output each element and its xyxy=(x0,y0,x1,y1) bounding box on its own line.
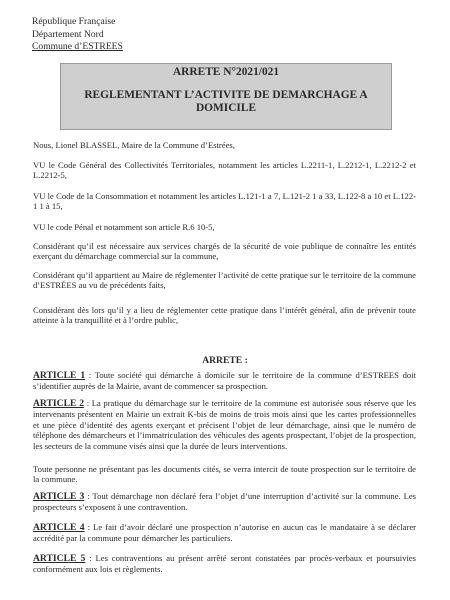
preamble-mayor: Nous, Lionel BLASSEL, Maire de la Commune d’Estrées, xyxy=(33,140,235,150)
article-2 xyxy=(33,398,416,451)
article-3-text: : Tout démarchage non déclaré fera l’objet d’une interruption d’activité sur la commune. Les prospecteurs s’exposent à une contravention. xyxy=(33,491,416,513)
header-commune: Commune d’ESTREES xyxy=(32,41,123,52)
letterhead xyxy=(32,16,123,54)
article-5-text: : Les contraventions au présent arrêté seront constatées par procès-verbaux et poursuivies conformément aux lois et règlements. xyxy=(33,553,416,575)
article-2-continuation: Toute personne ne présentant pas les documents cités, se verra intercit de toute prospection sur le territoire de la commune. xyxy=(33,464,416,485)
article-2-label: ARTICLE 2 xyxy=(33,398,85,409)
header-republic: République Française xyxy=(32,16,116,27)
article-3-label: ARTICLE 3 xyxy=(33,491,85,502)
preamble-considerant-2: Considérant qu’il appartient au Maire de réglementer l’activité de cette pratique sur le territoire de la commune d’ESTRÉES au vu de précédents faits, xyxy=(33,270,416,291)
article-5 xyxy=(33,553,416,575)
article-1-label: ARTICLE 1 xyxy=(33,370,86,381)
article-4 xyxy=(33,522,416,544)
article-2-text: : La pratique du démarchage sur le territoire de la commune est autorisée sous réserve que les intervenants présentent en Mairie un extrait K-bis de moins de trois mois ainsi que les cartes professionnelles et une pièce d’identité des agents exerçant et précisent l’objet de leur démarchage, ainsi que le numéro de téléphone des démarcheurs et l’immatriculation des véhicules des agents prospectant, l’objet de la prospection, les secteurs de la commune visés ainsi que la durée de leurs interventions. xyxy=(33,398,417,451)
title-box xyxy=(60,63,392,130)
article-3 xyxy=(33,491,416,513)
article-5-label: ARTICLE 5 xyxy=(33,553,86,564)
preamble-considerant-3: Considérant dès lors qu’il y a lieu de réglementer cette pratique dans l’intérêt général, afin de prévenir toute atteinte à la tranquillité et à l’ordre public, xyxy=(33,305,416,326)
decree-number: ARRETE N°2021/021 xyxy=(172,66,280,78)
article-1-text: : Toute société qui démarche à domicile sur le territoire de la commune d’ESTREES doit s’identifier auprès de la Mairie, avant de commencer sa prospection. xyxy=(33,370,417,392)
article-4-label: ARTICLE 4 xyxy=(33,522,85,533)
arrete-heading: ARRETE : xyxy=(202,355,248,366)
preamble-considerant-1: Considérant qu’il est nécessaire aux services chargés de la sécurité de voie publique de connaître les entités exerçant du démarchage commercial sur la commune, xyxy=(33,241,416,262)
preamble-vu-consommation: VU le Code de la Consommation et notamment les articles L.121-1 a 7, L.121-2 1 a 33, L.122-8 a 10 et L.122- 1 1 à 15, xyxy=(33,191,416,212)
decree-object: REGLEMENTANT L’ACTIVITE DE DEMARCHAGE A DOMICILE xyxy=(84,89,368,114)
preamble-vu-penal: VU le code Pénal et notamment son article R.6 10-5, xyxy=(33,222,215,232)
article-4-text: : Le fait d’avoir déclaré une prospection n’autorise en aucun cas le mandataire à se déclarer accrédité par la commune pour démarcher les particuliers. xyxy=(33,522,416,544)
preamble-vu-cgct: VU le Code Général des Collectivités Territoriales, notamment les articles L.2211-1, L.2212-1, L.2212-2 et L.2212-5, xyxy=(33,160,416,181)
header-department: Département Nord xyxy=(32,28,104,40)
article-1 xyxy=(33,370,416,392)
